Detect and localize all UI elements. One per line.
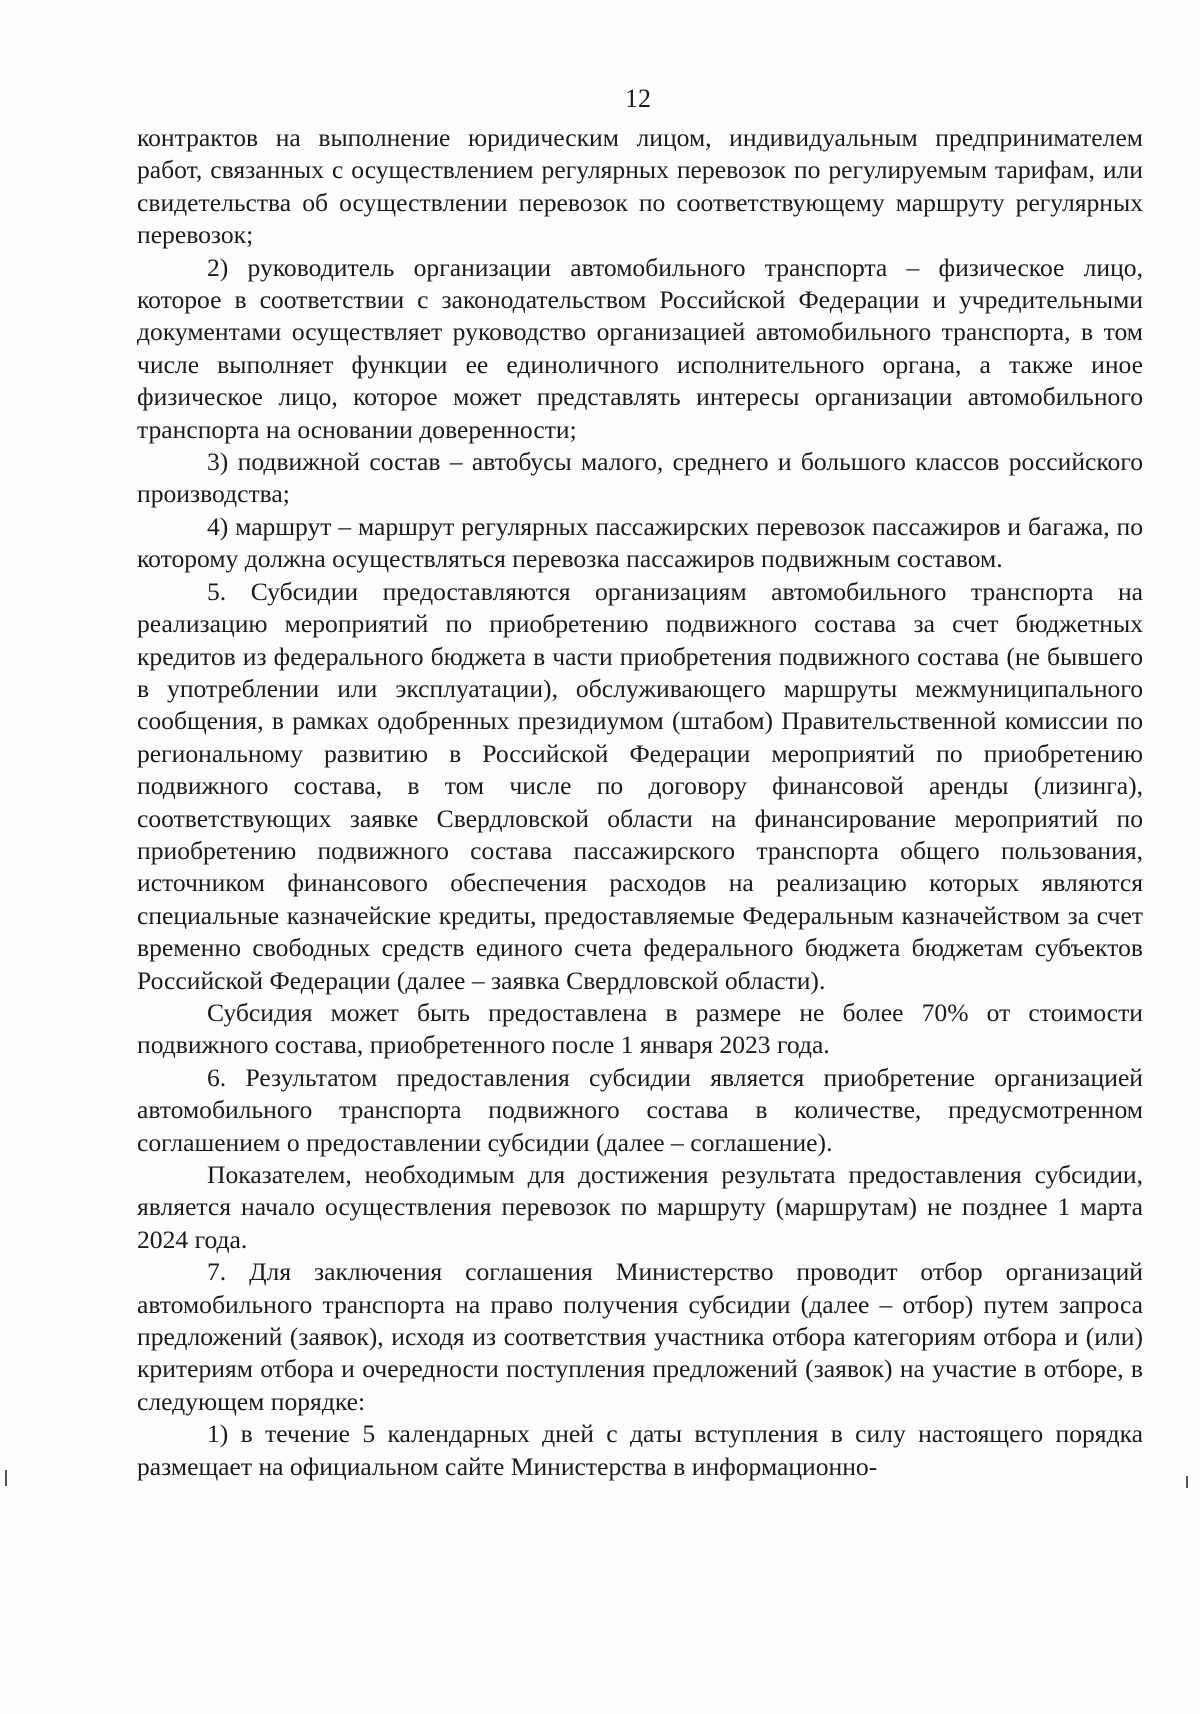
paragraph-subsidy-size: Субсидия может быть предоставлена в размере не более 70% от стоимости подвижного состава, приобретенного после 1 января 2023 года. (137, 997, 1143, 1060)
page-number: 12 (625, 84, 651, 113)
scan-artifact-left (5, 1470, 7, 1486)
paragraph-definition-rolling-stock: 3) подвижной состав – автобусы малого, среднего и большого классов российского производства; (137, 447, 1143, 509)
paragraph-indicator: Показателем, необходимым для достижения результата предоставления субсидии, является начало осуществления перевозок по маршруту (маршрутам) не позднее 1 марта 2024 года. (137, 1160, 1143, 1254)
paragraph-section-6-result: 6. Результатом предоставления субсидии является приобретение организацией автомобильного транспорта подвижного состава в количестве, предусмотренном соглашением о предоставлении субсидии (далее – соглашение). (137, 1062, 1143, 1157)
scan-artifact-right (1186, 1476, 1188, 1488)
paragraph-section-7-selection: 7. Для заключения соглашения Министерство проводит отбор организаций автомобильного транспорта на право получения субсидии (далее – отбор) путем запроса предложений (заявок), исходя из соответствия участника отбора категориям отбора и (или) критериям отбора и очередности поступления предложений (заявок) на участие в отборе, в следующем порядке: (137, 1257, 1143, 1416)
document-body (137, 122, 1143, 1483)
paragraph-definition-manager: 2) руководитель организации автомобильного транспорта – физическое лицо, которое в соответствии с законодательством Российской Федерации и учредительными документами осуществляет руководство организацией автомобильного транспорта, в том числе выполняет функции ее единоличного исполнительного органа, а также иное физическое лицо, которое может представлять интересы организации автомобильного транспорта на основании доверенности; (137, 252, 1143, 444)
paragraph-continuation-contracts: контрактов на выполнение юридическим лицом, индивидуальным предпринимателем работ, связанных с осуществлением регулярных перевозок по регулируемым тарифам, или свидетельства об осуществлении перевозок по соответствующему маршруту регулярных перевозок; (137, 123, 1143, 250)
paragraph-selection-step-1: 1) в течение 5 календарных дней с даты вступления в силу настоящего порядка размещает на официальном сайте Министерства в информационно- (137, 1419, 1143, 1481)
paragraph-definition-route: 4) маршрут – маршрут регулярных пассажирских перевозок пассажиров и багажа, по которому должна осуществляться перевозка пассажиров подвижным составом. (137, 511, 1143, 574)
paragraph-section-5-subsidies: 5. Субсидии предоставляются организациям автомобильного транспорта на реализацию мероприятий по приобретению подвижного состава за счет бюджетных кредитов из федерального бюджета в части приобретения подвижного состава (не бывшего в употреблении или эксплуатации), обслуживающего маршруты межмуниципального сообщения, в рамках одобренных президиумом (штабом) Правительственной комиссии по региональному развитию в Российской Федерации мероприятий по приобретению подвижного состава, в том числе по договору финансовой аренды (лизинга), соответствующих заявке Свердловской области на финансирование мероприятий по приобретению подвижного состава пассажирского транспорта общего пользования, источником финансового обеспечения расходов на реализацию которых являются специальные казначейские кредиты, предоставляемые Федеральным казначейством за счет временно свободных средств единого счета федерального бюджета бюджетам субъектов Российской Федерации (далее – заявка Свердловской области). (137, 576, 1143, 995)
